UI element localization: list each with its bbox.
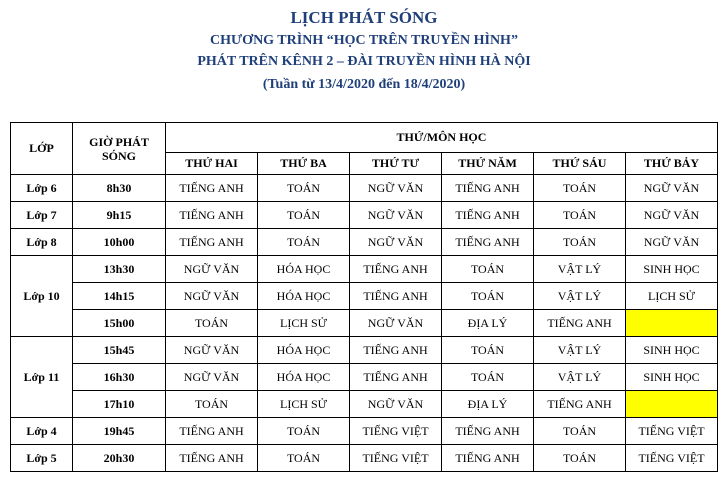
subject-cell: NGỮ VĂN: [626, 175, 718, 202]
table-row: [11, 175, 718, 202]
subject-cell: TOÁN: [534, 418, 626, 445]
subject-cell: TOÁN: [442, 364, 534, 391]
subject-cell: HÓA HỌC: [258, 256, 350, 283]
class-cell: Lớp 4: [11, 418, 73, 445]
subject-cell: TOÁN: [534, 229, 626, 256]
subject-cell: SINH HỌC: [626, 256, 718, 283]
subject-cell: TIẾNG ANH: [166, 445, 258, 472]
subject-cell: TOÁN: [534, 445, 626, 472]
time-cell: 15h45: [73, 337, 166, 364]
subject-cell: TOÁN: [258, 418, 350, 445]
subject-cell: LỊCH SỬ: [258, 391, 350, 418]
subject-cell: NGỮ VĂN: [350, 229, 442, 256]
class-cell: Lớp 11: [11, 337, 73, 418]
subject-cell: NGỮ VĂN: [166, 283, 258, 310]
header-day: THỨ NĂM: [442, 153, 534, 175]
header-time-label: GIỜ PHÁT SÓNG: [89, 134, 149, 163]
header-day: THỨ BA: [258, 153, 350, 175]
subject-cell: TOÁN: [442, 283, 534, 310]
subject-cell: TIẾNG VIỆT: [626, 418, 718, 445]
class-cell: Lớp 10: [11, 256, 73, 337]
subject-cell: TOÁN: [166, 391, 258, 418]
table-row: [11, 256, 718, 283]
time-cell: 15h00: [73, 310, 166, 337]
subject-cell: TIẾNG VIỆT: [350, 418, 442, 445]
subject-cell: TIẾNG ANH: [350, 364, 442, 391]
subject-cell: SINH HỌC: [626, 364, 718, 391]
subject-cell: TOÁN: [258, 229, 350, 256]
subject-cell: TOÁN: [534, 202, 626, 229]
subject-cell: TIẾNG ANH: [166, 202, 258, 229]
subject-cell: TIẾNG ANH: [350, 256, 442, 283]
subject-cell: LỊCH SỬ: [258, 310, 350, 337]
subject-cell: TOÁN: [442, 337, 534, 364]
subject-cell: HÓA HỌC: [258, 283, 350, 310]
subject-cell: TOÁN: [534, 175, 626, 202]
header-time: [73, 123, 166, 175]
subject-cell: TIẾNG ANH: [350, 337, 442, 364]
subject-cell: HÓA HỌC: [258, 364, 350, 391]
subject-cell: TOÁN: [442, 256, 534, 283]
subject-cell: NGỮ VĂN: [350, 391, 442, 418]
header-class: LỚP: [11, 123, 73, 175]
page-title: LỊCH PHÁT SÓNG: [290, 8, 438, 27]
subject-cell: TIẾNG ANH: [166, 418, 258, 445]
program-subtitle: CHƯƠNG TRÌNH “HỌC TRÊN TRUYỀN HÌNH”: [210, 33, 518, 48]
subject-cell: VẬT LÝ: [534, 364, 626, 391]
subject-cell: TOÁN: [258, 175, 350, 202]
subject-cell: TIẾNG ANH: [534, 310, 626, 337]
highlighted-empty-cell: [626, 391, 718, 418]
subject-cell: NGỮ VĂN: [166, 337, 258, 364]
subject-cell: TIẾNG ANH: [166, 175, 258, 202]
class-cell: Lớp 6: [11, 175, 73, 202]
subject-cell: TOÁN: [258, 202, 350, 229]
subject-cell: TIẾNG ANH: [442, 418, 534, 445]
table-row: [11, 202, 718, 229]
time-cell: 17h10: [73, 391, 166, 418]
subject-cell: NGỮ VĂN: [350, 202, 442, 229]
table-row: [11, 364, 718, 391]
table-row: [11, 418, 718, 445]
subject-cell: TIẾNG ANH: [166, 229, 258, 256]
subject-cell: LỊCH SỬ: [626, 283, 718, 310]
subject-cell: NGỮ VĂN: [350, 175, 442, 202]
class-cell: Lớp 7: [11, 202, 73, 229]
subject-cell: TIẾNG VIỆT: [350, 445, 442, 472]
subject-cell: TIẾNG ANH: [442, 229, 534, 256]
subject-cell: SINH HỌC: [626, 337, 718, 364]
subject-cell: NGỮ VĂN: [350, 310, 442, 337]
schedule-table: [10, 122, 718, 472]
time-cell: 8h30: [73, 175, 166, 202]
subject-cell: TIẾNG ANH: [534, 391, 626, 418]
subject-cell: VẬT LÝ: [534, 283, 626, 310]
header-day: THỨ TƯ: [350, 153, 442, 175]
header-day: THỨ SÁU: [534, 153, 626, 175]
channel-subtitle: PHÁT TRÊN KÊNH 2 – ĐÀI TRUYỀN HÌNH HÀ NỘI: [197, 54, 531, 69]
time-cell: 13h30: [73, 256, 166, 283]
subject-cell: TIẾNG ANH: [442, 202, 534, 229]
time-cell: 20h30: [73, 445, 166, 472]
subject-cell: TIẾNG ANH: [442, 175, 534, 202]
subject-cell: TOÁN: [166, 310, 258, 337]
header-day: THỨ BẢY: [626, 153, 718, 175]
time-cell: 9h15: [73, 202, 166, 229]
highlighted-empty-cell: [626, 310, 718, 337]
subject-cell: VẬT LÝ: [534, 337, 626, 364]
subject-cell: TOÁN: [258, 445, 350, 472]
table-row: [11, 391, 718, 418]
table-row: [11, 337, 718, 364]
time-cell: 19h45: [73, 418, 166, 445]
subject-cell: TIẾNG VIỆT: [626, 445, 718, 472]
subject-cell: ĐỊA LÝ: [442, 310, 534, 337]
subject-cell: HÓA HỌC: [258, 337, 350, 364]
time-cell: 14h15: [73, 283, 166, 310]
table-row: [11, 283, 718, 310]
header-days-group: THỨ/MÔN HỌC: [166, 123, 718, 153]
subject-cell: TIẾNG ANH: [350, 283, 442, 310]
table-row: [11, 229, 718, 256]
class-cell: Lớp 8: [11, 229, 73, 256]
table-row: [11, 445, 718, 472]
time-cell: 16h30: [73, 364, 166, 391]
subject-cell: NGỮ VĂN: [626, 202, 718, 229]
subject-cell: VẬT LÝ: [534, 256, 626, 283]
subject-cell: NGỮ VĂN: [166, 364, 258, 391]
week-subtitle: (Tuần từ 13/4/2020 đến 18/4/2020): [262, 77, 466, 92]
class-cell: Lớp 5: [11, 445, 73, 472]
subject-cell: TIẾNG ANH: [442, 445, 534, 472]
time-cell: 10h00: [73, 229, 166, 256]
subject-cell: NGỮ VĂN: [166, 256, 258, 283]
subject-cell: NGỮ VĂN: [626, 229, 718, 256]
subject-cell: ĐỊA LÝ: [442, 391, 534, 418]
table-row: [11, 310, 718, 337]
header-day: THỨ HAI: [166, 153, 258, 175]
